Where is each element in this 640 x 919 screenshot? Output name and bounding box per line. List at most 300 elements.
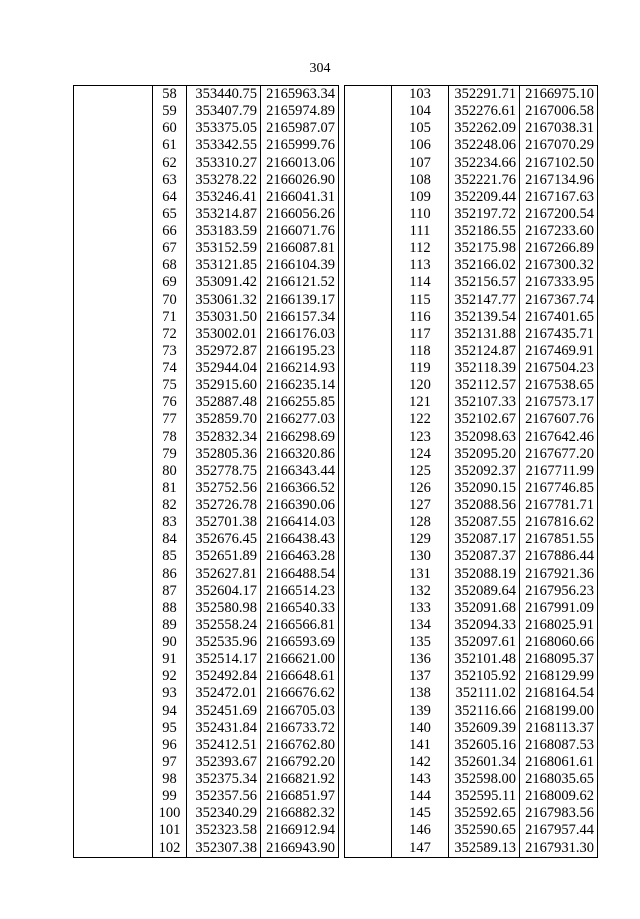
table-row bbox=[74, 326, 339, 343]
blank-cell bbox=[345, 103, 392, 120]
x-coordinate-cell: 352323.58 bbox=[187, 822, 261, 839]
blank-cell bbox=[74, 326, 153, 343]
blank-cell bbox=[345, 771, 392, 788]
blank-cell bbox=[345, 566, 392, 583]
x-coordinate-cell: 352752.56 bbox=[187, 480, 261, 497]
point-number-cell: 77 bbox=[162, 411, 177, 428]
y-coordinate-cell: 2166762.80 bbox=[266, 736, 335, 753]
y-coordinate-cell: 2168129.99 bbox=[525, 668, 594, 685]
table-row bbox=[74, 103, 339, 120]
table-row bbox=[345, 172, 598, 189]
table-row bbox=[345, 411, 598, 428]
x-coordinate-cell: 352248.06 bbox=[449, 137, 520, 154]
y-coordinate-cell: 2166514.23 bbox=[266, 582, 335, 599]
point-number-cell: 146 bbox=[409, 822, 431, 839]
table-row bbox=[74, 377, 339, 394]
blank-cell bbox=[74, 754, 153, 771]
x-coordinate-cell: 352412.51 bbox=[187, 737, 261, 754]
table-row bbox=[74, 668, 339, 685]
point-number-cell: 87 bbox=[162, 582, 177, 599]
x-coordinate-cell: 352291.71 bbox=[449, 86, 520, 104]
y-coordinate-cell: 2166488.54 bbox=[266, 565, 335, 582]
x-coordinate-cell: 352601.34 bbox=[449, 754, 520, 771]
point-number-cell: 132 bbox=[409, 582, 431, 599]
table-row bbox=[74, 120, 339, 137]
blank-cell bbox=[74, 566, 153, 583]
y-coordinate-cell: 2166320.86 bbox=[266, 445, 335, 462]
blank-cell bbox=[345, 411, 392, 428]
y-coordinate-cell: 2166195.23 bbox=[266, 342, 335, 359]
table-row bbox=[345, 394, 598, 411]
point-number-cell: 138 bbox=[409, 685, 431, 702]
y-coordinate-cell: 2167711.99 bbox=[525, 462, 594, 479]
table-row bbox=[345, 223, 598, 240]
x-coordinate-cell: 352234.66 bbox=[449, 155, 520, 172]
point-number-cell: 142 bbox=[409, 753, 431, 770]
blank-cell bbox=[345, 703, 392, 720]
table-row bbox=[345, 583, 598, 600]
y-coordinate-cell: 2167538.65 bbox=[525, 377, 594, 394]
y-coordinate-cell: 2166540.33 bbox=[266, 599, 335, 616]
blank-cell bbox=[74, 343, 153, 360]
point-number-cell: 111 bbox=[409, 223, 431, 240]
blank-cell bbox=[345, 720, 392, 737]
point-number-cell: 110 bbox=[409, 205, 431, 222]
x-coordinate-cell: 352805.36 bbox=[187, 446, 261, 463]
point-number-cell: 73 bbox=[162, 342, 177, 359]
point-number-cell: 119 bbox=[409, 360, 431, 377]
table-row bbox=[345, 86, 598, 104]
x-coordinate-cell: 353278.22 bbox=[187, 172, 261, 189]
x-coordinate-cell: 352307.38 bbox=[187, 840, 261, 858]
table-row bbox=[74, 788, 339, 805]
x-coordinate-cell: 352859.70 bbox=[187, 411, 261, 428]
y-coordinate-cell: 2166157.34 bbox=[266, 308, 335, 325]
y-coordinate-cell: 2166414.03 bbox=[266, 514, 335, 531]
table-row bbox=[345, 788, 598, 805]
x-coordinate-cell: 352197.72 bbox=[449, 206, 520, 223]
y-coordinate-cell: 2166882.32 bbox=[266, 805, 335, 822]
blank-cell bbox=[74, 600, 153, 617]
blank-cell bbox=[345, 137, 392, 154]
y-coordinate-cell: 2167781.71 bbox=[525, 497, 594, 514]
table-row bbox=[74, 446, 339, 463]
y-coordinate-cell: 2167746.85 bbox=[525, 479, 594, 496]
x-coordinate-cell: 353342.55 bbox=[187, 137, 261, 154]
y-coordinate-cell: 2166975.10 bbox=[525, 86, 594, 103]
x-coordinate-cell: 353246.41 bbox=[187, 189, 261, 206]
table-row bbox=[345, 103, 598, 120]
y-coordinate-cell: 2167851.55 bbox=[525, 531, 594, 548]
y-coordinate-cell: 2167991.09 bbox=[525, 599, 594, 616]
point-number-cell: 120 bbox=[409, 377, 431, 394]
blank-cell bbox=[345, 617, 392, 634]
x-coordinate-cell: 352147.77 bbox=[449, 292, 520, 309]
point-number-cell: 100 bbox=[158, 805, 181, 822]
table-row bbox=[74, 840, 339, 858]
table-row bbox=[74, 155, 339, 172]
table-row bbox=[345, 189, 598, 206]
y-coordinate-cell: 2167333.95 bbox=[525, 274, 594, 291]
point-number-cell: 65 bbox=[162, 205, 177, 222]
point-number-cell: 133 bbox=[409, 599, 431, 616]
y-coordinate-cell: 2167102.50 bbox=[525, 154, 594, 171]
blank-cell bbox=[74, 651, 153, 668]
point-number-cell: 124 bbox=[409, 445, 431, 462]
blank-cell bbox=[345, 685, 392, 702]
x-coordinate-cell: 352915.60 bbox=[187, 377, 261, 394]
y-coordinate-cell: 2168199.00 bbox=[525, 702, 594, 719]
table-row bbox=[74, 531, 339, 548]
y-coordinate-cell: 2167469.91 bbox=[525, 342, 594, 359]
blank-cell bbox=[74, 360, 153, 377]
table-row bbox=[74, 86, 339, 104]
blank-cell bbox=[74, 446, 153, 463]
table-row bbox=[345, 668, 598, 685]
y-coordinate-cell: 2166390.06 bbox=[266, 497, 335, 514]
x-coordinate-cell: 352605.16 bbox=[449, 737, 520, 754]
blank-cell bbox=[345, 446, 392, 463]
y-coordinate-cell: 2167167.63 bbox=[525, 188, 594, 205]
blank-cell bbox=[74, 703, 153, 720]
blank-cell bbox=[74, 463, 153, 480]
x-coordinate-cell: 352090.15 bbox=[449, 480, 520, 497]
blank-cell bbox=[74, 497, 153, 514]
blank-cell bbox=[74, 377, 153, 394]
table-row bbox=[345, 360, 598, 377]
point-number-cell: 90 bbox=[162, 634, 177, 651]
point-number-cell: 145 bbox=[409, 805, 431, 822]
y-coordinate-cell: 2166648.61 bbox=[266, 668, 335, 685]
blank-cell bbox=[345, 497, 392, 514]
blank-cell bbox=[74, 720, 153, 737]
x-coordinate-cell: 352095.20 bbox=[449, 446, 520, 463]
y-coordinate-cell: 2166235.14 bbox=[266, 377, 335, 394]
x-coordinate-cell: 352156.57 bbox=[449, 274, 520, 291]
point-number-cell: 108 bbox=[409, 171, 431, 188]
blank-cell bbox=[74, 137, 153, 154]
blank-cell bbox=[345, 634, 392, 651]
y-coordinate-cell: 2166176.03 bbox=[266, 325, 335, 342]
table-row bbox=[74, 240, 339, 257]
point-number-cell: 127 bbox=[409, 497, 431, 514]
point-number-cell: 98 bbox=[162, 771, 177, 788]
table-row bbox=[345, 737, 598, 754]
blank-cell bbox=[74, 548, 153, 565]
point-number-cell: 106 bbox=[409, 137, 431, 154]
y-coordinate-cell: 2168164.54 bbox=[525, 685, 594, 702]
blank-cell bbox=[74, 583, 153, 600]
table-row bbox=[74, 737, 339, 754]
x-coordinate-cell: 352094.33 bbox=[449, 617, 520, 634]
y-coordinate-cell: 2166593.69 bbox=[266, 634, 335, 651]
x-coordinate-cell: 352221.76 bbox=[449, 172, 520, 189]
point-number-cell: 80 bbox=[162, 462, 177, 479]
table-row bbox=[345, 206, 598, 223]
x-coordinate-cell: 352087.55 bbox=[449, 514, 520, 531]
y-coordinate-cell: 2165974.89 bbox=[266, 103, 335, 120]
x-coordinate-cell: 352609.39 bbox=[449, 720, 520, 737]
blank-cell bbox=[74, 257, 153, 274]
blank-cell bbox=[345, 531, 392, 548]
y-coordinate-cell: 2166087.81 bbox=[266, 240, 335, 257]
y-coordinate-cell: 2166821.92 bbox=[266, 771, 335, 788]
x-coordinate-cell: 352087.17 bbox=[449, 531, 520, 548]
blank-cell bbox=[74, 514, 153, 531]
blank-cell bbox=[345, 206, 392, 223]
x-coordinate-cell: 352375.34 bbox=[187, 771, 261, 788]
point-number-cell: 115 bbox=[409, 291, 431, 308]
blank-cell bbox=[345, 86, 392, 104]
table-row bbox=[74, 822, 339, 839]
point-number-cell: 93 bbox=[162, 685, 177, 702]
x-coordinate-cell: 353440.75 bbox=[187, 86, 261, 104]
y-coordinate-cell: 2167886.44 bbox=[525, 548, 594, 565]
blank-cell bbox=[74, 394, 153, 411]
point-number-cell: 134 bbox=[409, 616, 431, 633]
table-row bbox=[74, 360, 339, 377]
coordinate-table-left bbox=[73, 85, 339, 858]
x-coordinate-cell: 352092.37 bbox=[449, 463, 520, 480]
y-coordinate-cell: 2166463.28 bbox=[266, 548, 335, 565]
point-number-cell: 91 bbox=[162, 651, 177, 668]
point-number-cell: 86 bbox=[162, 565, 177, 582]
y-coordinate-cell: 2167401.65 bbox=[525, 308, 594, 325]
table-row bbox=[345, 446, 598, 463]
coordinate-table-left-body bbox=[74, 86, 339, 858]
table-row bbox=[345, 754, 598, 771]
x-coordinate-cell: 352832.34 bbox=[187, 429, 261, 446]
y-coordinate-cell: 2166104.39 bbox=[266, 257, 335, 274]
x-coordinate-cell: 353121.85 bbox=[187, 257, 261, 274]
table-row bbox=[74, 566, 339, 583]
x-coordinate-cell: 352472.01 bbox=[187, 685, 261, 702]
point-number-cell: 121 bbox=[409, 394, 431, 411]
blank-cell bbox=[74, 223, 153, 240]
blank-cell bbox=[345, 583, 392, 600]
x-coordinate-cell: 352604.17 bbox=[187, 583, 261, 600]
blank-cell bbox=[74, 189, 153, 206]
point-number-cell: 112 bbox=[409, 240, 431, 257]
blank-cell bbox=[74, 531, 153, 548]
y-coordinate-cell: 2166792.20 bbox=[266, 753, 335, 770]
y-coordinate-cell: 2167300.32 bbox=[525, 257, 594, 274]
point-number-cell: 85 bbox=[162, 548, 177, 565]
table-row bbox=[345, 840, 598, 858]
y-coordinate-cell: 2167233.60 bbox=[525, 223, 594, 240]
point-number-cell: 72 bbox=[162, 325, 177, 342]
point-number-cell: 118 bbox=[409, 342, 431, 359]
blank-cell bbox=[74, 771, 153, 788]
table-row bbox=[74, 394, 339, 411]
y-coordinate-cell: 2167134.96 bbox=[525, 171, 594, 188]
point-number-cell: 66 bbox=[162, 223, 177, 240]
y-coordinate-cell: 2167038.31 bbox=[525, 120, 594, 137]
blank-cell bbox=[345, 805, 392, 822]
x-coordinate-cell: 352340.29 bbox=[187, 805, 261, 822]
point-number-cell: 107 bbox=[409, 154, 431, 171]
point-number-cell: 96 bbox=[162, 736, 177, 753]
blank-cell bbox=[345, 309, 392, 326]
point-number-cell: 82 bbox=[162, 497, 177, 514]
y-coordinate-cell: 2166438.43 bbox=[266, 531, 335, 548]
y-coordinate-cell: 2168009.62 bbox=[525, 788, 594, 805]
table-row bbox=[345, 463, 598, 480]
table-row bbox=[74, 257, 339, 274]
table-row bbox=[345, 326, 598, 343]
table-row bbox=[74, 754, 339, 771]
point-number-cell: 137 bbox=[409, 668, 431, 685]
x-coordinate-cell: 352676.45 bbox=[187, 531, 261, 548]
y-coordinate-cell: 2166851.97 bbox=[266, 788, 335, 805]
blank-cell bbox=[345, 480, 392, 497]
x-coordinate-cell: 353375.05 bbox=[187, 120, 261, 137]
point-number-cell: 67 bbox=[162, 240, 177, 257]
blank-cell bbox=[345, 463, 392, 480]
table-row bbox=[74, 703, 339, 720]
x-coordinate-cell: 352107.33 bbox=[449, 394, 520, 411]
y-coordinate-cell: 2167921.36 bbox=[525, 565, 594, 582]
blank-cell bbox=[74, 840, 153, 858]
blank-cell bbox=[345, 429, 392, 446]
y-coordinate-cell: 2166705.03 bbox=[266, 702, 335, 719]
point-number-cell: 95 bbox=[162, 719, 177, 736]
x-coordinate-cell: 352091.68 bbox=[449, 600, 520, 617]
point-number-cell: 62 bbox=[162, 154, 177, 171]
table-row bbox=[74, 309, 339, 326]
point-number-cell: 131 bbox=[409, 565, 431, 582]
x-coordinate-cell: 352088.56 bbox=[449, 497, 520, 514]
point-number-cell: 143 bbox=[409, 771, 431, 788]
y-coordinate-cell: 2166676.62 bbox=[266, 685, 335, 702]
x-coordinate-cell: 352514.17 bbox=[187, 651, 261, 668]
table-row bbox=[74, 223, 339, 240]
blank-cell bbox=[345, 377, 392, 394]
point-number-cell: 129 bbox=[409, 531, 431, 548]
table-row bbox=[74, 651, 339, 668]
coordinate-table-right-body bbox=[345, 86, 598, 858]
x-coordinate-cell: 353214.87 bbox=[187, 206, 261, 223]
x-coordinate-cell: 353031.50 bbox=[187, 309, 261, 326]
y-coordinate-cell: 2165999.76 bbox=[266, 137, 335, 154]
blank-cell bbox=[74, 617, 153, 634]
table-row bbox=[345, 566, 598, 583]
y-coordinate-cell: 2166566.81 bbox=[266, 616, 335, 633]
x-coordinate-cell: 352118.39 bbox=[449, 360, 520, 377]
blank-cell bbox=[345, 120, 392, 137]
y-coordinate-cell: 2168060.66 bbox=[525, 634, 594, 651]
y-coordinate-cell: 2166026.90 bbox=[266, 171, 335, 188]
table-row bbox=[74, 137, 339, 154]
point-number-cell: 60 bbox=[162, 120, 177, 137]
x-coordinate-cell: 352592.65 bbox=[449, 805, 520, 822]
y-coordinate-cell: 2166912.94 bbox=[266, 822, 335, 839]
blank-cell bbox=[345, 822, 392, 839]
x-coordinate-cell: 353091.42 bbox=[187, 274, 261, 291]
y-coordinate-cell: 2167983.56 bbox=[525, 805, 594, 822]
table-row bbox=[345, 120, 598, 137]
y-coordinate-cell: 2167816.62 bbox=[525, 514, 594, 531]
table-row bbox=[74, 292, 339, 309]
x-coordinate-cell: 352087.37 bbox=[449, 548, 520, 565]
coordinate-table-right bbox=[344, 85, 598, 858]
y-coordinate-cell: 2166013.06 bbox=[266, 154, 335, 171]
blank-cell bbox=[74, 240, 153, 257]
blank-cell bbox=[345, 343, 392, 360]
x-coordinate-cell: 353310.27 bbox=[187, 155, 261, 172]
x-coordinate-cell: 352580.98 bbox=[187, 600, 261, 617]
y-coordinate-cell: 2165963.34 bbox=[266, 86, 335, 103]
point-number-cell: 75 bbox=[162, 377, 177, 394]
x-coordinate-cell: 352590.65 bbox=[449, 822, 520, 839]
blank-cell bbox=[345, 548, 392, 565]
x-coordinate-cell: 352558.24 bbox=[187, 617, 261, 634]
table-row bbox=[74, 480, 339, 497]
x-coordinate-cell: 353183.59 bbox=[187, 223, 261, 240]
table-row bbox=[74, 720, 339, 737]
point-number-cell: 104 bbox=[409, 103, 431, 120]
point-number-cell: 64 bbox=[162, 188, 177, 205]
blank-cell bbox=[74, 429, 153, 446]
x-coordinate-cell: 352589.13 bbox=[449, 840, 520, 858]
table-row bbox=[345, 703, 598, 720]
point-number-cell: 69 bbox=[162, 274, 177, 291]
blank-cell bbox=[345, 240, 392, 257]
blank-cell bbox=[345, 840, 392, 858]
y-coordinate-cell: 2167957.44 bbox=[525, 822, 594, 839]
table-row bbox=[74, 514, 339, 531]
table-row bbox=[74, 805, 339, 822]
x-coordinate-cell: 352627.81 bbox=[187, 566, 261, 583]
blank-cell bbox=[74, 822, 153, 839]
point-number-cell: 140 bbox=[409, 719, 431, 736]
y-coordinate-cell: 2167607.76 bbox=[525, 411, 594, 428]
y-coordinate-cell: 2166056.26 bbox=[266, 205, 335, 222]
blank-cell bbox=[345, 155, 392, 172]
point-number-cell: 128 bbox=[409, 514, 431, 531]
point-number-cell: 71 bbox=[162, 308, 177, 325]
blank-cell bbox=[74, 668, 153, 685]
point-number-cell: 135 bbox=[409, 634, 431, 651]
table-row bbox=[345, 651, 598, 668]
blank-cell bbox=[345, 292, 392, 309]
point-number-cell: 92 bbox=[162, 668, 177, 685]
x-coordinate-cell: 353002.01 bbox=[187, 326, 261, 343]
x-coordinate-cell: 352089.64 bbox=[449, 583, 520, 600]
point-number-cell: 116 bbox=[409, 308, 431, 325]
blank-cell bbox=[74, 206, 153, 223]
table-row bbox=[74, 771, 339, 788]
table-row bbox=[345, 292, 598, 309]
y-coordinate-cell: 2167504.23 bbox=[525, 360, 594, 377]
table-row bbox=[74, 463, 339, 480]
blank-cell bbox=[74, 103, 153, 120]
y-coordinate-cell: 2168113.37 bbox=[525, 719, 594, 736]
x-coordinate-cell: 352357.56 bbox=[187, 788, 261, 805]
x-coordinate-cell: 352451.69 bbox=[187, 703, 261, 720]
point-number-cell: 68 bbox=[162, 257, 177, 274]
point-number-cell: 97 bbox=[162, 753, 177, 770]
point-number-cell: 144 bbox=[409, 788, 431, 805]
x-coordinate-cell: 352209.44 bbox=[449, 189, 520, 206]
point-number-cell: 101 bbox=[158, 822, 181, 839]
y-coordinate-cell: 2166298.69 bbox=[266, 428, 335, 445]
y-coordinate-cell: 2167367.74 bbox=[525, 291, 594, 308]
x-coordinate-cell: 352112.57 bbox=[449, 377, 520, 394]
x-coordinate-cell: 352102.67 bbox=[449, 411, 520, 428]
x-coordinate-cell: 352598.00 bbox=[449, 771, 520, 788]
table-row bbox=[345, 600, 598, 617]
